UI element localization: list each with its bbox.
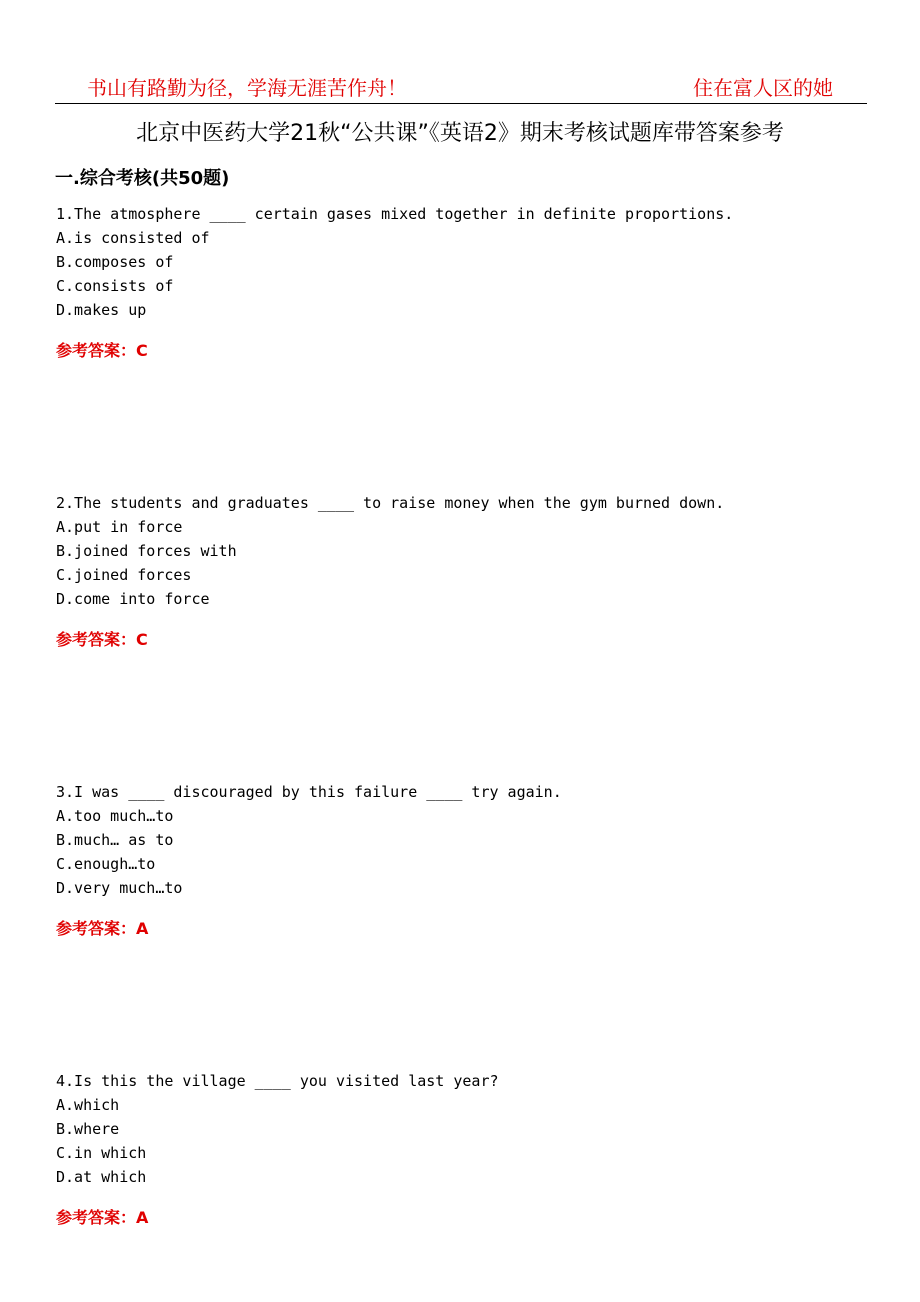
question-block-4 — [56, 1069, 876, 1228]
option-d: D.makes up — [56, 301, 147, 319]
question-block-3 — [56, 780, 876, 939]
question-stem: 3.I was ____ discouraged by this failure ____ try again. — [56, 783, 562, 801]
option-d: D.very much…to — [56, 879, 183, 897]
option-a: A.which — [56, 1096, 120, 1114]
question-stem: 4.Is this the village ____ you visited last year? — [56, 1072, 499, 1090]
option-c: C.in which — [56, 1144, 147, 1162]
option-a: A.is consisted of — [56, 229, 210, 247]
option-b: B.much… as to — [56, 831, 174, 849]
option-b: B.composes of — [56, 253, 174, 271]
option-b: B.joined forces with — [56, 542, 237, 560]
reference-answer: 参考答案：A — [56, 919, 149, 938]
option-c: C.enough…to — [56, 855, 156, 873]
header-left-slogan: 书山有路勤为径，学海无涯苦作舟！ — [87, 76, 407, 100]
option-b: B.where — [56, 1120, 120, 1138]
reference-answer: 参考答案：C — [56, 630, 148, 649]
reference-answer: 参考答案：A — [56, 1208, 149, 1227]
reference-answer: 参考答案：C — [56, 341, 148, 360]
question-stem: 2.The students and graduates ____ to raise money when the gym burned down. — [56, 494, 725, 512]
option-c: C.consists of — [56, 277, 174, 295]
option-a: A.too much…to — [56, 807, 174, 825]
option-c: C.joined forces — [56, 566, 192, 584]
page-header — [55, 70, 867, 104]
option-d: D.come into force — [56, 590, 210, 608]
question-block-2 — [56, 491, 876, 650]
document-title: 北京中医药大学21秋“公共课”《英语2》期末考核试题库带答案参考 — [136, 121, 784, 146]
section-title: 一.综合考核(共50题) — [55, 168, 230, 189]
option-a: A.put in force — [56, 518, 183, 536]
option-d: D.at which — [56, 1168, 147, 1186]
question-block-1 — [56, 202, 876, 361]
header-right-slogan: 住在富人区的她 — [693, 76, 833, 100]
question-stem: 1.The atmosphere ____ certain gases mixed together in definite proportions. — [56, 205, 734, 223]
